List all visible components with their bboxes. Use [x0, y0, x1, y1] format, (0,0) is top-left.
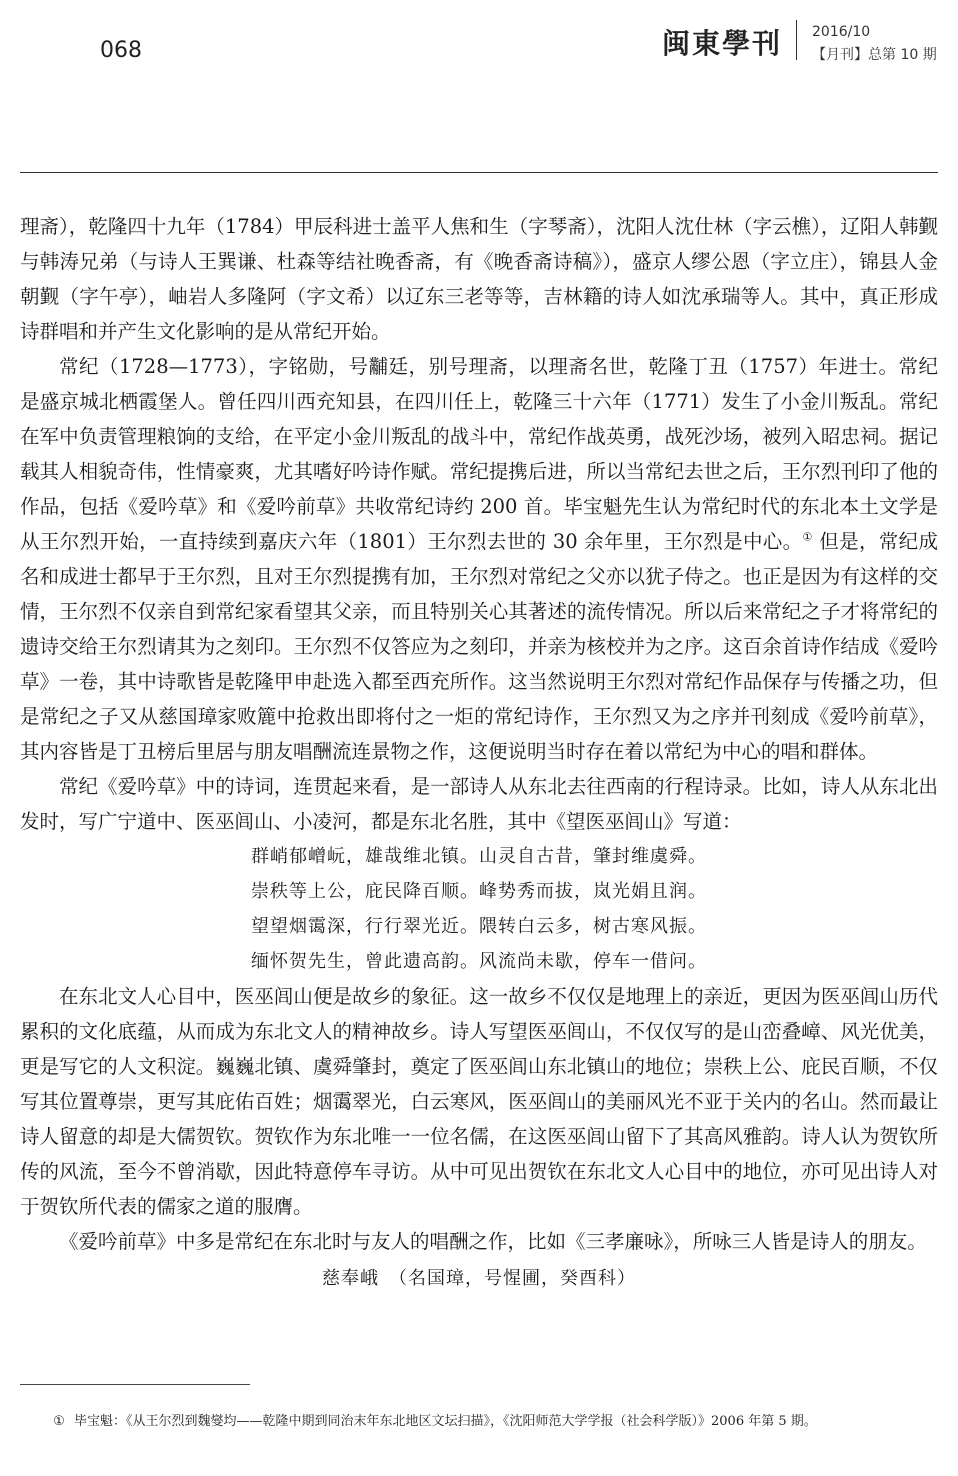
issue-number: 【月刊】总第 10 期: [812, 47, 937, 63]
footnote-reference[interactable]: ①: [802, 530, 813, 544]
header-rule: [20, 172, 938, 173]
poem-line: 群峭郁嶒岏，雄哉维北镇。山灵自古昔，肇封维虞舜。: [251, 846, 707, 867]
header-separator: [796, 20, 797, 60]
footnote-mark: ①: [53, 1414, 65, 1429]
paragraph: [20, 349, 938, 769]
paragraph: 在东北文人心目中，医巫闾山便是故乡的象征。这一故乡不仅仅是地理上的亲近，更因为医巫闾山历代累积的文化底蕴，从而成为东北文人的精神故乡。诗人写望医巫闾山，不仅仅写的是山峦叠嶂、风光优美，更是写它的人文积淀。巍巍北镇、虞舜肇封，奠定了医巫闾山东北镇山的地位；崇秩上公、庇民百顺，不仅写其位置尊崇，更写其庇佑百姓；烟霭翠光，白云寒风，医巫闾山的美丽风光不亚于关内的名山。然而最让诗人留意的却是大儒贺钦。贺钦作为东北唯一一位名儒，在这医巫闾山留下了其高风雅韵。诗人认为贺钦所传的风流，至今不曾消歇，因此特意停车寻访。从中可见出贺钦在东北文人心目中的地位，亦可见出诗人对于贺钦所代表的儒家之道的服膺。: [20, 985, 938, 1218]
paragraph: 理斋），乾隆四十九年（1784）甲辰科进士盖平人焦和生（字琴斋），沈阳人沈仕林（字云樵），辽阳人韩觐与韩涛兄弟（与诗人王巽谦、杜森等结社晚香斋，有《晚香斋诗稿》），盛京人缪公恩（字立庄），锦县人金朝觐（字午亭），岫岩人多隆阿（字文希）以辽东三老等等，吉林籍的诗人如沈承瑞等人。其中，真正形成诗群唱和并产生文化影响的是从常纪开始。: [20, 215, 938, 343]
paragraph: 《爱吟前草》中多是常纪在东北时与友人的唱酬之作，比如《三孝廉咏》，所咏三人皆是诗人的朋友。: [59, 1230, 927, 1253]
poem-line: 崇秩等上公，庇民降百顺。峰势秀而拔，岚光娟且润。: [251, 881, 707, 902]
poem-line: 望望烟霭深，行行翠光近。隈转白云多，树古寒风振。: [251, 916, 707, 937]
poem-title: 慈奉峨 （名国璋，号惺圃，癸酉科）: [322, 1268, 636, 1289]
footnote-text: 毕宝魁：《从王尔烈到魏燮均——乾隆中期到同治末年东北地区文坛扫描》，《沈阳师范大学学报（社会科学版）》2006 年第 5 期。: [74, 1414, 817, 1429]
footnote: [20, 1410, 938, 1433]
paragraph-text: 常纪（1728—1773），字铭勋，号黼廷，别号理斋，以理斋名世，乾隆丁丑（1757）年进士。常纪是盛京城北栖霞堡人。曾任四川西充知县，在四川任上，乾隆三十六年（1771）发生了小金川叛乱。常纪在军中负责管理粮饷的支给，在平定小金川叛乱的战斗中，常纪作战英勇，战死沙场，被列入昭忠祠。据记载其人相貌奇伟，性情豪爽，尤其嗜好吟诗作赋。常纪提携后进，所以当常纪去世之后，王尔烈刊印了他的作品，包括《爱吟草》和《爱吟前草》共收常纪诗约 200 首。毕宝魁先生认为常纪时代的东北本土文学是从王尔烈开始，一直持续到嘉庆六年（1801）王尔烈去世的 30 余年里，王尔烈是中心。: [20, 355, 938, 553]
issue-date: 2016/10: [812, 24, 871, 40]
paragraph: 常纪《爱吟草》中的诗词，连贯起来看，是一部诗人从东北去往西南的行程诗录。比如，诗人从东北出发时，写广宁道中、医巫闾山、小凌河，都是东北名胜，其中《望医巫闾山》写道：: [20, 775, 938, 833]
poem-line: 缅怀贺先生，曾此遗高韵。风流尚未歇，停车一借问。: [251, 951, 707, 972]
paragraph-text: 但是，常纪成名和成进士都早于王尔烈，且对王尔烈提携有加，王尔烈对常纪之父亦以犹子侍之。也正是因为有这样的交情，王尔烈不仅亲自到常纪家看望其父亲，而且特别关心其著述的流传情况。所以后来常纪之子才将常纪的遗诗交给王尔烈请其为之刻印。王尔烈不仅答应为之刻印，并亲为核校并为之序。这百余首诗作结成《爱吟草》一卷，其中诗歌皆是乾隆甲申赴选入都至西充所作。这当然说明王尔烈对常纪作品保存与传播之功，但是常纪之子又从慈国璋家败簏中抢救出即将付之一炬的常纪诗作，王尔烈又为之序并刊刻成《爱吟前草》，其内容皆是丁丑榜后里居与朋友唱酬流连景物之作，这便说明当时存在着以常纪为中心的唱和群体。: [20, 530, 938, 763]
article-body: [20, 209, 938, 1299]
footnote-rule: [20, 1384, 250, 1385]
journal-logo: 闽東學刊: [662, 27, 783, 60]
page-number: 068: [100, 38, 142, 63]
